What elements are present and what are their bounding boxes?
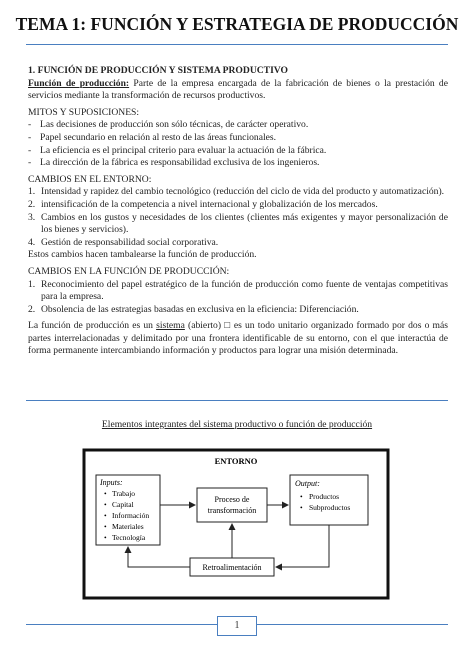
definition-term: Función de producción:: [28, 77, 130, 89]
list-item: 4. Gestión de responsabilidad social corporativa.: [28, 236, 219, 248]
page-title: TEMA 1: FUNCIÓN Y ESTRATEGIA DE PRODUCCIÓN: [15, 14, 459, 34]
output-item: Subproductos: [309, 503, 351, 512]
input-item: Materiales: [112, 522, 144, 531]
function-changes-heading: CAMBIOS EN LA FUNCIÓN DE PRODUCCIÓN:: [28, 265, 230, 277]
svg-text:•: •: [104, 511, 107, 520]
section-heading: 1. FUNCIÓN DE PRODUCCIÓN Y SISTEMA PRODUCTIVO: [28, 65, 289, 76]
list-item: - La eficiencia es el principal criterio para evaluar la actuación de la fábrica.: [28, 144, 327, 156]
production-system-diagram: [0, 440, 474, 600]
inputs-label: Inputs:: [100, 478, 123, 487]
system-paragraph: La función de producción es un sistema (abierto) □ es un todo unitario organizado formado por dos o más partes interrelacionadas y delimitado por una frontera identificable de su entorno, con el que interactúa de forma permanente intercambiando información y productos para lograr una misión determinada.: [28, 320, 448, 357]
svg-text:•: •: [300, 503, 303, 512]
section-rule: [26, 400, 448, 401]
input-item: Información: [112, 511, 150, 520]
myths-heading: MITOS Y SUPOSICIONES:: [28, 106, 140, 118]
list-item: 2. intensificación de la competencia a nivel internacional y globalización de los mercados.: [28, 198, 378, 210]
list-item: 2. Obsolencia de las estrategias basadas en exclusiva en la eficiencia: Diferenciación.: [28, 303, 359, 315]
system-link[interactable]: sistema: [156, 320, 185, 332]
list-item: 1. Reconocimiento del papel estratégico de la función de producción como fuente de ventajas competitivas para la empresa.: [28, 278, 448, 303]
environment-heading: CAMBIOS EN EL ENTORNO:: [28, 173, 152, 185]
page-number: 1: [217, 616, 257, 636]
list-item: - La dirección de la fábrica es responsabilidad exclusiva de los ingenieros.: [28, 157, 320, 169]
list-item: - Papel secundario en relación al resto de las áreas funcionales.: [28, 131, 277, 143]
list-item: 3. Cambios en los gustos y necesidades de los clientes (clientes más exigentes y mayor personalización de los bienes y servicios).: [28, 211, 448, 236]
feedback-label: Retroalimentación: [202, 563, 262, 572]
output-item: Productos: [309, 492, 339, 501]
svg-text:•: •: [300, 492, 303, 501]
svg-text:•: •: [104, 500, 107, 509]
list-item: - Las decisiones de producción son sólo técnicas, de carácter operativo.: [28, 119, 309, 131]
definition-text: Parte de la empresa encargada de la fabricación de bienes o la prestación de servicios mediante la transformación de recursos productivos.: [28, 77, 448, 102]
body-content: [28, 65, 448, 358]
title-rule: [26, 44, 448, 45]
list-item: 1. Intensidad y rapidez del cambio tecnológico (reducción del ciclo de vida del producto y automatización).: [28, 186, 445, 198]
process-box: [197, 488, 267, 522]
input-item: Capital: [112, 500, 134, 509]
process-label-line2: transformación: [207, 506, 257, 515]
definition-paragraph: [28, 78, 448, 103]
figure-title: Elementos integrantes del sistema productivo o función de producción: [101, 419, 373, 430]
environment-label: ENTORNO: [214, 456, 258, 466]
arrow-feedback-to-inputs: [128, 547, 190, 567]
process-label-line1: Proceso de: [214, 495, 250, 504]
environment-closing: Estos cambios hacen tambalearse la función de producción.: [28, 249, 257, 261]
svg-text:•: •: [104, 489, 107, 498]
input-item: Tecnología: [112, 533, 146, 542]
input-item: Trabajo: [112, 489, 136, 498]
arrow-outputs-to-feedback: [276, 525, 329, 567]
svg-text:•: •: [104, 522, 107, 531]
outputs-label: Output:: [295, 479, 320, 488]
svg-text:•: •: [104, 533, 107, 542]
